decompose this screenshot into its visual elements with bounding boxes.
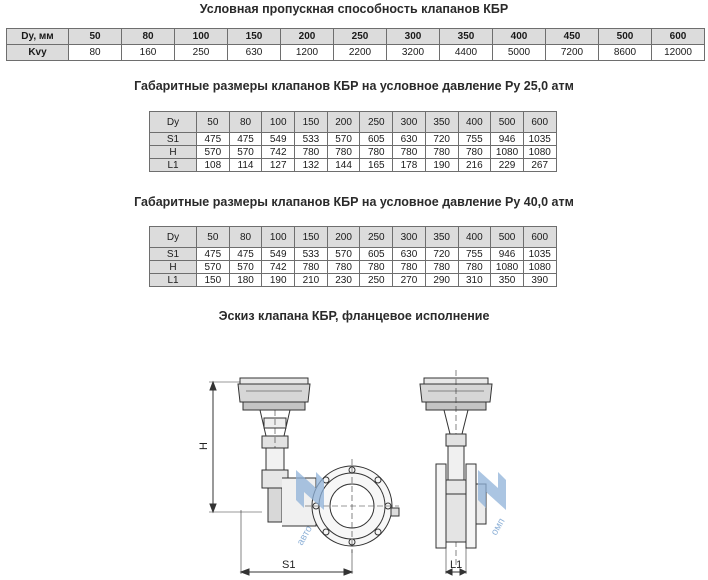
- label-l1: L1: [450, 559, 463, 571]
- dims-40-cell: 350: [491, 274, 524, 287]
- dims-40-cell: 630: [393, 248, 426, 261]
- bonnet: [446, 434, 466, 446]
- dims-25-cell: 780: [393, 146, 426, 159]
- dims-25-cell: 742: [262, 146, 295, 159]
- dims-25-dy-cell: 300: [393, 112, 426, 133]
- dims-25-cell: 780: [295, 146, 328, 159]
- valve-body: [446, 494, 466, 542]
- kvy-dy-cell: 350: [440, 29, 493, 45]
- kvy-dy-cell: 400: [493, 29, 546, 45]
- dims-25-row-h: [150, 146, 557, 159]
- kvy-table: [6, 28, 705, 61]
- dims-40-cell: 720: [425, 248, 458, 261]
- kvy-value-cell: 12000: [652, 45, 705, 61]
- sketch-title: Эскиз клапана КБР, фланцевое исполнение: [218, 309, 490, 323]
- valve-sketch-drawing: [0, 360, 708, 580]
- dims-40-cell: 570: [327, 248, 360, 261]
- dims-25-cell: 475: [229, 133, 262, 146]
- dims-40-cell: 780: [327, 261, 360, 274]
- dims-40-cell: 475: [197, 248, 230, 261]
- dims-40-cell: 1035: [523, 248, 556, 261]
- dims-40-dy-cell: 250: [360, 227, 393, 248]
- kvy-value-cell: 250: [175, 45, 228, 61]
- dims-25-cell: 114: [229, 159, 262, 172]
- dims-40-cell: 390: [523, 274, 556, 287]
- dims-40-cell: 780: [295, 261, 328, 274]
- dims-40-row-l1: [150, 274, 557, 287]
- dims-25-cell: 1080: [523, 146, 556, 159]
- dims-25-cell: 780: [425, 146, 458, 159]
- dims-25-row-label: L1: [150, 159, 197, 172]
- valve-neck: [448, 446, 464, 480]
- dims-40-cell: 742: [262, 261, 295, 274]
- dims-25-dy-cell: 250: [360, 112, 393, 133]
- valve-neck: [266, 448, 284, 470]
- dims-25-table: [149, 111, 557, 172]
- dims-25-dy-cell: 50: [197, 112, 230, 133]
- dims-25-cell: 108: [197, 159, 230, 172]
- dims-25-row-label: H: [150, 146, 197, 159]
- dims-25-dy-cell: 100: [262, 112, 295, 133]
- yoke-arm: [444, 410, 468, 434]
- dims-25-cell: 533: [295, 133, 328, 146]
- dims-40-cell: 180: [229, 274, 262, 287]
- dims-25-row-s1: [150, 133, 557, 146]
- dims-40-cell: 780: [393, 261, 426, 274]
- kvy-dy-cell: 200: [281, 29, 334, 45]
- dims-25-cell: 570: [197, 146, 230, 159]
- dims-25-cell: 946: [491, 133, 524, 146]
- dims-25-cell: 720: [425, 133, 458, 146]
- dims-25-title: Габаритные размеры клапанов КБР на условное давление Ру 25,0 атм: [134, 79, 574, 93]
- dims-40-cell: 780: [360, 261, 393, 274]
- actuator-body: [238, 384, 310, 402]
- kvy-dy-cell: 450: [546, 29, 599, 45]
- dims-25-cell: 127: [262, 159, 295, 172]
- dims-40-dy-cell: 150: [295, 227, 328, 248]
- dims-40-row-label: L1: [150, 274, 197, 287]
- dims-25-cell: 267: [523, 159, 556, 172]
- dims-40-cell: 946: [491, 248, 524, 261]
- dims-25-cell: 165: [360, 159, 393, 172]
- dims-40-cell: 533: [295, 248, 328, 261]
- dims-25-cell: 755: [458, 133, 491, 146]
- dims-25-cell: 570: [229, 146, 262, 159]
- watermark-text-right: омп: [489, 516, 508, 538]
- kvy-title: Условная пропускная способность клапанов КБР: [199, 2, 509, 16]
- dims-25-cell: 570: [327, 133, 360, 146]
- label-h: H: [198, 442, 210, 450]
- kvy-row-label-dy: Dy, мм: [7, 29, 69, 45]
- dims-25-cell: 144: [327, 159, 360, 172]
- kvy-dy-cell: 150: [228, 29, 281, 45]
- kvy-value-cell: 630: [228, 45, 281, 61]
- dims-40-cell: 270: [393, 274, 426, 287]
- kvy-value-cell: 7200: [546, 45, 599, 61]
- dims-40-row-label: H: [150, 261, 197, 274]
- dims-40-cell: 1080: [491, 261, 524, 274]
- kvy-dy-row: [7, 29, 705, 45]
- dims-40-dy-cell: 600: [523, 227, 556, 248]
- valve-fitting: [391, 508, 399, 516]
- flange-left: [436, 464, 446, 548]
- dims-25-dy-cell: 350: [425, 112, 458, 133]
- dims-40-cell: 570: [229, 261, 262, 274]
- dims-40-cell: 570: [197, 261, 230, 274]
- dims-25-cell: 630: [393, 133, 426, 146]
- dims-40-cell: 755: [458, 248, 491, 261]
- dims-25-header-label: Dy: [150, 112, 197, 133]
- dims-25-row-label: S1: [150, 133, 197, 146]
- dims-25-cell: 780: [327, 146, 360, 159]
- valve-lower-body: [268, 488, 282, 522]
- kvy-dy-cell: 500: [599, 29, 652, 45]
- dims-40-dy-cell: 350: [425, 227, 458, 248]
- watermark-mark-right: [478, 470, 506, 510]
- dims-25-dy-cell: 400: [458, 112, 491, 133]
- dims-25-row-l1: [150, 159, 557, 172]
- dims-40-cell: 780: [425, 261, 458, 274]
- dims-40-row-label: S1: [150, 248, 197, 261]
- dims-40-cell: 310: [458, 274, 491, 287]
- dims-25-cell: 780: [458, 146, 491, 159]
- kvy-dy-cell: 80: [122, 29, 175, 45]
- dims-40-row-h: [150, 261, 557, 274]
- dims-40-cell: 290: [425, 274, 458, 287]
- valve-front-view: [420, 370, 492, 575]
- dims-40-dy-cell: 500: [491, 227, 524, 248]
- dims-40-dy-cell: 80: [229, 227, 262, 248]
- dims-40-header-row: [150, 227, 557, 248]
- dims-25-dy-cell: 600: [523, 112, 556, 133]
- dims-40-cell: 605: [360, 248, 393, 261]
- dims-25-cell: 549: [262, 133, 295, 146]
- dims-40-dy-cell: 200: [327, 227, 360, 248]
- dims-25-cell: 605: [360, 133, 393, 146]
- dims-25-cell: 216: [458, 159, 491, 172]
- kvy-dy-cell: 100: [175, 29, 228, 45]
- dims-25-cell: 229: [491, 159, 524, 172]
- dims-40-cell: 475: [229, 248, 262, 261]
- kvy-value-cell: 160: [122, 45, 175, 61]
- kvy-dy-cell: 250: [334, 29, 387, 45]
- dims-25-cell: 780: [360, 146, 393, 159]
- dims-25-dy-cell: 200: [327, 112, 360, 133]
- kvy-value-cell: 5000: [493, 45, 546, 61]
- kvy-value-cell: 2200: [334, 45, 387, 61]
- dims-25-cell: 1035: [523, 133, 556, 146]
- kvy-dy-cell: 600: [652, 29, 705, 45]
- dims-25-dy-cell: 150: [295, 112, 328, 133]
- dims-25-cell: 475: [197, 133, 230, 146]
- kvy-value-cell: 1200: [281, 45, 334, 61]
- dims-40-cell: 230: [327, 274, 360, 287]
- kvy-value-cell: 4400: [440, 45, 493, 61]
- flange-right: [466, 464, 476, 548]
- label-s1: S1: [282, 559, 296, 571]
- dims-25-dy-cell: 500: [491, 112, 524, 133]
- dims-40-cell: 549: [262, 248, 295, 261]
- watermark-text-left: авто: [295, 524, 315, 548]
- dims-40-cell: 1080: [523, 261, 556, 274]
- dims-25-dy-cell: 80: [229, 112, 262, 133]
- dims-40-dy-cell: 400: [458, 227, 491, 248]
- kvy-dy-cell: 50: [69, 29, 122, 45]
- kvy-dy-cell: 300: [387, 29, 440, 45]
- valve-stem-housing: [444, 480, 468, 494]
- dims-40-dy-cell: 50: [197, 227, 230, 248]
- kvy-value-cell: 8600: [599, 45, 652, 61]
- kvy-value-cell: 3200: [387, 45, 440, 61]
- kvy-row-label-kvy: Kvy: [7, 45, 69, 61]
- dims-40-row-s1: [150, 248, 557, 261]
- dims-40-header-label: Dy: [150, 227, 197, 248]
- dims-25-header-row: [150, 112, 557, 133]
- dims-25-cell: 1080: [491, 146, 524, 159]
- dims-40-dy-cell: 100: [262, 227, 295, 248]
- dims-40-table: [149, 226, 557, 287]
- kvy-value-cell: 80: [69, 45, 122, 61]
- dims-40-dy-cell: 300: [393, 227, 426, 248]
- dims-40-cell: 780: [458, 261, 491, 274]
- dims-40-cell: 250: [360, 274, 393, 287]
- dims-25-cell: 132: [295, 159, 328, 172]
- actuator-flange: [243, 402, 305, 410]
- dims-40-title: Габаритные размеры клапанов КБР на условное давление Ру 40,0 атм: [134, 195, 574, 209]
- dims-25-cell: 190: [425, 159, 458, 172]
- actuator-cap: [240, 378, 308, 384]
- dims-25-cell: 178: [393, 159, 426, 172]
- kvy-value-row: [7, 45, 705, 61]
- dims-40-cell: 190: [262, 274, 295, 287]
- dims-40-cell: 150: [197, 274, 230, 287]
- dims-40-cell: 210: [295, 274, 328, 287]
